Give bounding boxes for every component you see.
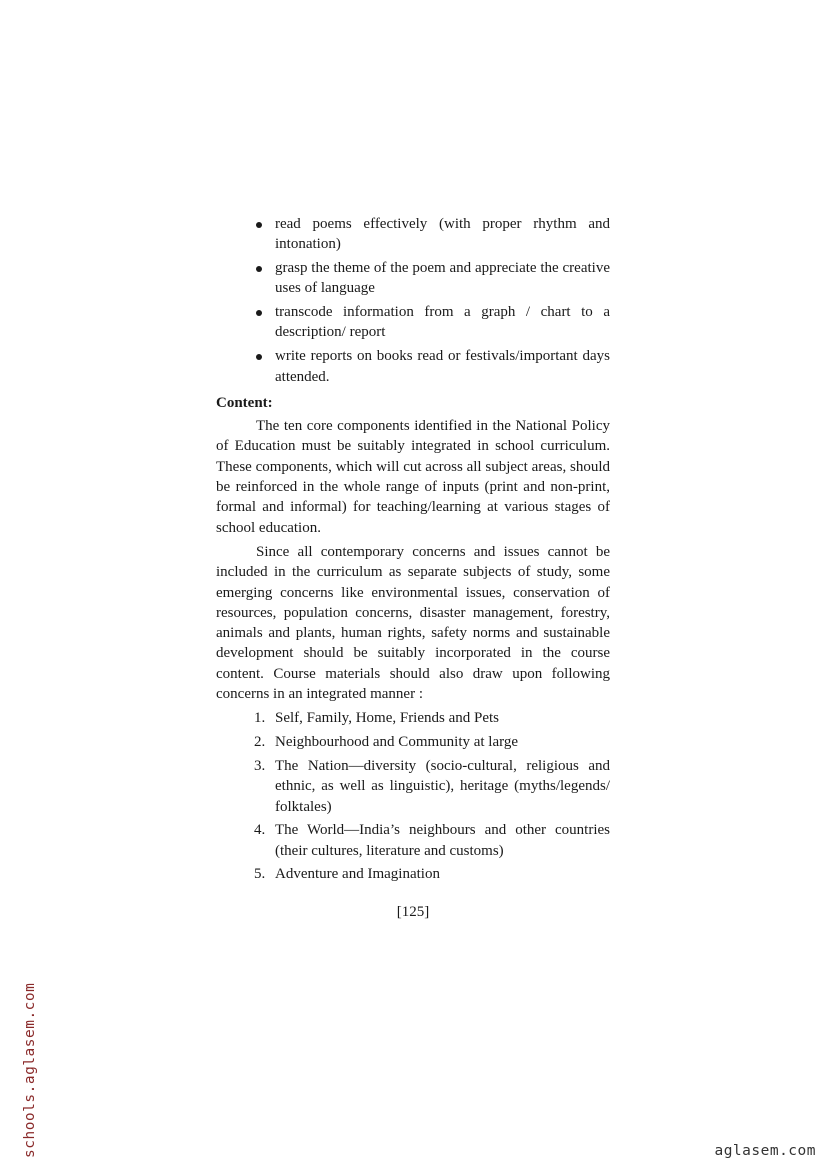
- concerns-list: [216, 708, 610, 884]
- list-item: [216, 820, 610, 861]
- list-item: [216, 302, 610, 343]
- bullet-text: grasp the theme of the poem and appreciate the creative uses of language: [275, 260, 610, 297]
- item-number: 5.: [254, 866, 266, 883]
- list-item: [216, 258, 610, 299]
- list-item: [216, 732, 610, 752]
- paragraph-core-components: The ten core components identified in the National Policy of Education must be suitably integrated in school curriculum. These components, which will cut across all subject areas, should be reinforced in the whole range of inputs (print and non-print, formal and informal) for teaching/learning at various stages of school education.: [216, 418, 610, 536]
- bullet-icon: [256, 310, 262, 316]
- item-number: 2.: [254, 734, 266, 751]
- list-item: [216, 864, 610, 884]
- list-item: [216, 756, 610, 817]
- list-item: [216, 346, 610, 387]
- bullet-text: transcode information from a graph / chart to a description/ report: [275, 304, 610, 341]
- item-text: The World—India’s neighbours and other countries (their cultures, literature and customs): [275, 822, 610, 859]
- item-number: 3.: [254, 757, 266, 774]
- side-watermark: schools.aglasem.com: [22, 982, 38, 1158]
- bullet-icon: [256, 222, 262, 228]
- bullet-icon: [256, 354, 262, 360]
- item-text: Adventure and Imagination: [275, 866, 440, 883]
- item-number: 1.: [254, 710, 266, 727]
- item-text: Self, Family, Home, Friends and Pets: [275, 710, 500, 727]
- page-content: [216, 214, 610, 888]
- bullet-text: read poems effectively (with proper rhythm and intonation): [275, 216, 610, 253]
- paragraph-concerns: Since all contemporary concerns and issues cannot be included in the curriculum as separate subjects of study, some emerging concerns like environmental issues, conservation of resources, population concerns, disaster management, forestry, animals and plants, human rights, safety norms and sustainable development should be suitably incorporated in the course content. Course materials should also draw upon following concerns in an integrated manner :: [216, 543, 610, 703]
- list-item: [216, 214, 610, 255]
- bullet-icon: [256, 266, 262, 272]
- content-heading: Content:: [216, 394, 273, 411]
- list-item: [216, 708, 610, 728]
- page-number: [125]: [396, 904, 430, 920]
- item-text: Neighbourhood and Community at large: [275, 734, 519, 751]
- item-number: 4.: [254, 822, 266, 839]
- objectives-list: [216, 214, 610, 387]
- corner-watermark: aglasem.com: [714, 1143, 816, 1159]
- item-text: The Nation—diversity (socio-cultural, religious and ethnic, as well as linguistic), heritage (myths/legends/ folktales): [275, 757, 610, 815]
- bullet-text: write reports on books read or festivals/important days attended.: [275, 348, 610, 385]
